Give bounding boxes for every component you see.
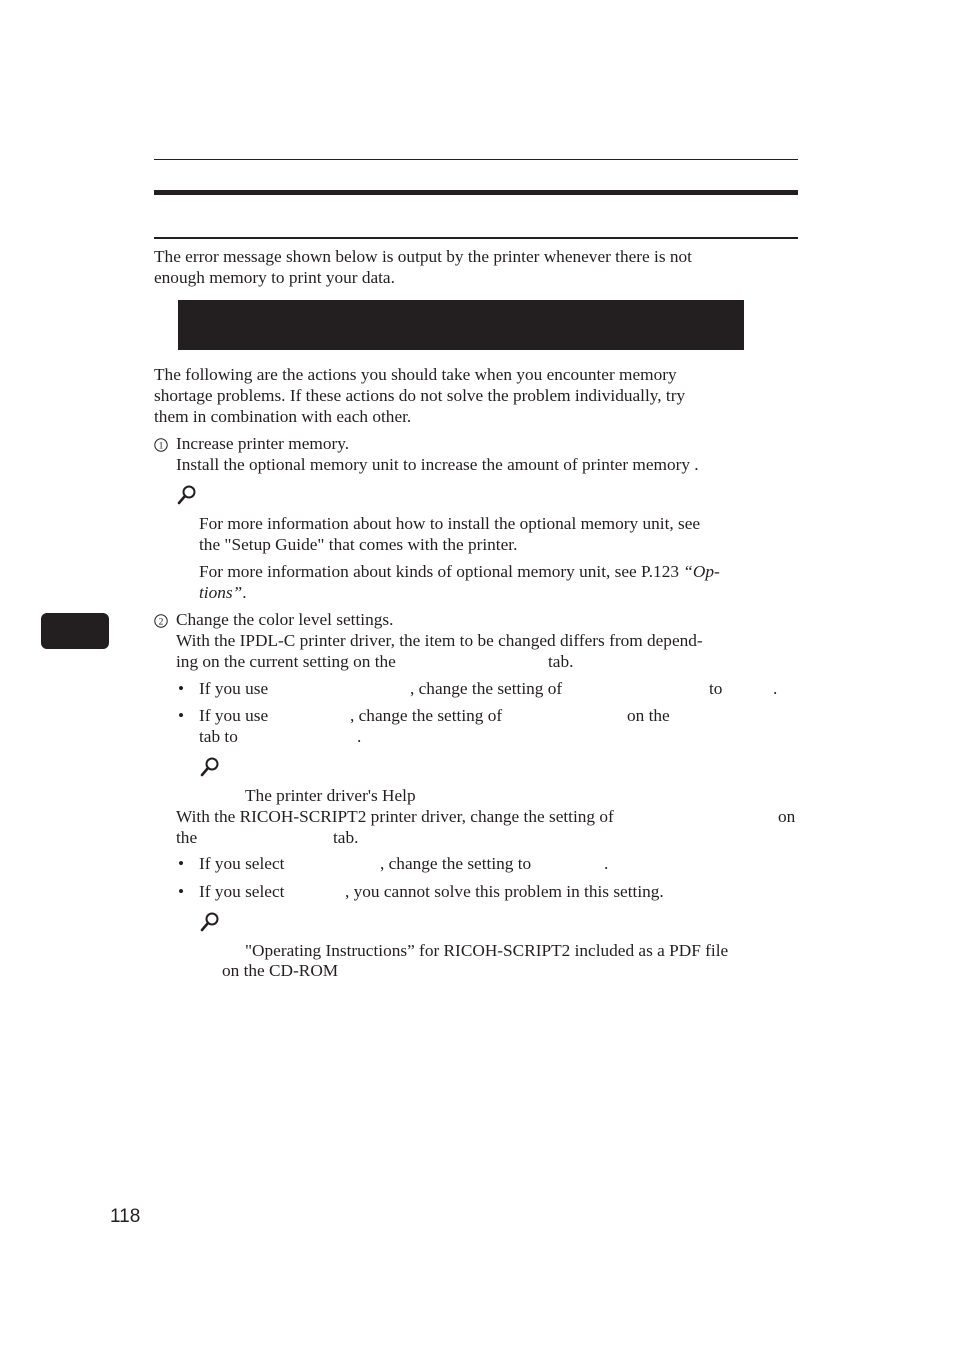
bullet-4-marker: •	[178, 882, 185, 901]
bullet-2-text-b: , change the setting of	[350, 706, 503, 725]
rs-line-1b: on	[778, 807, 796, 826]
actions-line-2: shortage problems. If these actions do not solve the problem individually, try	[154, 386, 686, 405]
section-rule	[154, 237, 798, 239]
reference-magnifier-icon	[199, 911, 221, 933]
step-1-ref-note-1-line-1: For more information about how to install the optional memory unit, see	[199, 514, 701, 533]
ipdl-reference-text: The printer driver's Help	[245, 786, 416, 805]
rs-reference-line-2: on the CD-ROM	[222, 961, 339, 980]
bullet-4-text-b: , you cannot solve this problem in this setting.	[345, 882, 664, 901]
error-message-box	[178, 300, 744, 350]
rs-line-2b: tab.	[333, 828, 359, 847]
intro-line-1: The error message shown below is output by the printer whenever there is not	[154, 247, 692, 266]
bullet-2-text-c: on the	[627, 706, 670, 725]
header-rule-thick	[154, 190, 798, 195]
bullet-2-text-e: .	[357, 727, 362, 746]
step-2-ipdl-line-2a: ing on the current setting on the	[176, 652, 396, 671]
step-2-ipdl-line-2b: tab.	[548, 652, 574, 671]
options-link: “Op-	[683, 562, 720, 581]
rs-reference-line-1: "Operating Instructions” for RICOH-SCRIPT2 included as a PDF file	[245, 941, 729, 960]
bullet-2-text-d: tab to	[199, 727, 238, 746]
bullet-1-text-d: .	[773, 679, 778, 698]
step-1-ref-note-1-line-2: the "Setup Guide" that comes with the printer.	[199, 535, 518, 554]
bullet-3-text-a: If you select	[199, 854, 285, 873]
bullet-1-marker: •	[178, 679, 185, 698]
bullet-3-text-c: .	[604, 854, 609, 873]
rs-line-2a: the	[176, 828, 198, 847]
reference-magnifier-icon	[176, 484, 198, 506]
header-rule-thin	[154, 159, 798, 160]
svg-text:2: 2	[158, 617, 164, 628]
step-2-ipdl-line-1: With the IPDL-C printer driver, the item to be changed differs from depend-	[176, 631, 703, 650]
chapter-tab-marker	[41, 613, 109, 649]
bullet-3-marker: •	[178, 854, 185, 873]
svg-text:1: 1	[158, 441, 164, 452]
bullet-1-text-c: to	[709, 679, 723, 698]
actions-line-3: them in combination with each other.	[154, 407, 412, 426]
actions-line-1: The following are the actions you should take when you encounter memory	[154, 365, 677, 384]
reference-magnifier-icon	[199, 756, 221, 778]
bullet-2-marker: •	[178, 706, 185, 725]
bullet-3-text-b: , change the setting to	[380, 854, 532, 873]
bullet-1-text-b: , change the setting of	[410, 679, 563, 698]
step-number-1-icon	[154, 437, 170, 453]
step-1-body: Install the optional memory unit to increase the amount of printer memory .	[176, 455, 699, 474]
bullet-2-text-a: If you use	[199, 706, 269, 725]
step-1-title: Increase printer memory.	[176, 434, 350, 453]
step-number-2-icon	[154, 613, 170, 629]
rs-line-1a: With the RICOH-SCRIPT2 printer driver, change the setting of	[176, 807, 614, 826]
bullet-1-text-a: If you use	[199, 679, 269, 698]
step-2-title: Change the color level settings.	[176, 610, 394, 629]
intro-line-2: enough memory to print your data.	[154, 268, 395, 287]
page-number: 118	[110, 1206, 141, 1227]
bullet-4-text-a: If you select	[199, 882, 285, 901]
step-1-ref-note-2-line-2: tions”.	[199, 583, 247, 602]
step-1-ref-note-2-line-1: For more information about kinds of optional memory unit, see P.123 “Op-	[199, 562, 720, 581]
